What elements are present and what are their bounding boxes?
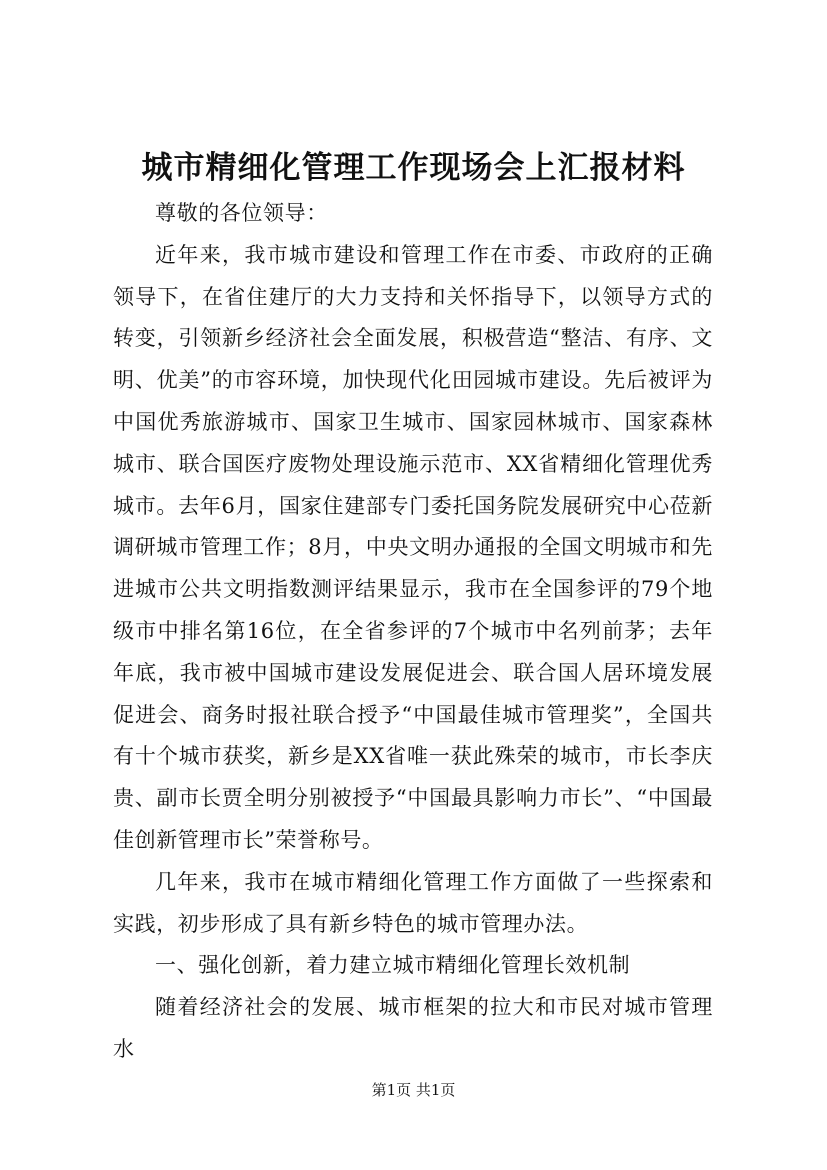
section-paragraph: 随着经济社会的发展、城市框架的拉大和市民对城市管理水 [113,995,713,1061]
salutation-paragraph: 尊敬的各位领导： [155,201,328,225]
document-title: 城市精细化管理工作现场会上汇报材料 [141,150,686,186]
intro-paragraph: 近年来，我市城市建设和管理工作在市委、市政府的正确领导下，在省住建厅的大力支持和关怀指导下，以领导方式的转变，引领新乡经济社会全面发展，积极营造“整洁、有序、文明、优美”的市容环境，加快现代化田园城市建设。先后被评为中国优秀旅游城市、国家卫生城市、国家园林城市、国家森林城市、联合国医疗废物处理设施示范市、XX省精细化管理优秀城市。去年6月，国家住建部专门委托国务院发展研究中心莅新调研城市管理工作；8月，中央文明办通报的全国文明城市和先进城市公共文明指数测评结果显示，我市在全国参评的79个地级市中排名第16位，在全省参评的7个城市中名列前茅；去年年底，我市被中国城市建设发展促进会、联合国人居环境发展促进会、商务时报社联合授予“中国最佳城市管理奖”，全国共有十个城市获奖，新乡是XX省唯一获此殊荣的城市，市长李庆贵、副市长贾全明分别被授予“中国最具影响力市长”、“中国最佳创新管理市长”荣誉称号。 [113,242,713,852]
document-body [113,193,713,1071]
section-heading: 一、强化创新，着力建立城市精细化管理长效机制 [155,953,631,978]
page-number-footer: 第1页 共1页 [371,1081,456,1099]
summary-paragraph: 几年来，我市在城市精细化管理工作方面做了一些探索和实践，初步形成了具有新乡特色的城市管理办法。 [113,869,713,936]
